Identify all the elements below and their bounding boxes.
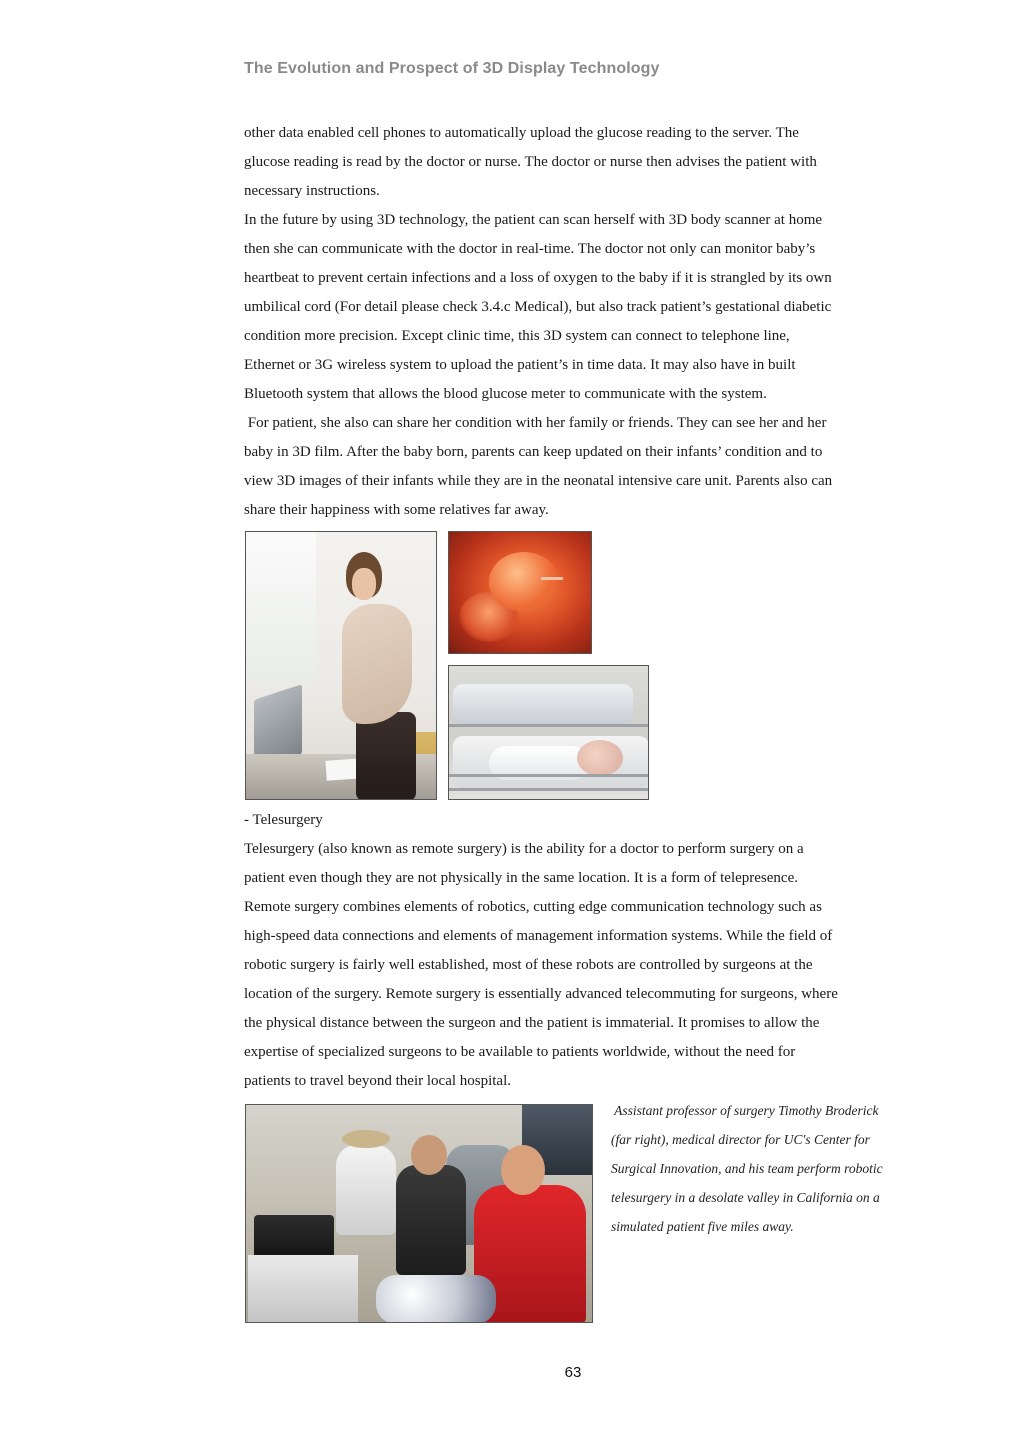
- text-line: umbilical cord (For detail please check 3.4.c Medical), but also track patient’s gestational diabetic: [244, 299, 832, 315]
- text-line: baby in 3D film. After the baby born, parents can keep updated on their infants’ condition and to: [244, 444, 823, 460]
- text-line: expertise of specialized surgeons to be available to patients worldwide, without the need for: [244, 1044, 796, 1060]
- photo-caption: [611, 1096, 911, 1241]
- text-line: In the future by using 3D technology, the patient can scan herself with 3D body scanner at home: [244, 212, 823, 228]
- caption-line: Surgical Innovation, and his team perform robotic: [611, 1161, 883, 1176]
- text-line: high-speed data connections and elements of management information systems. While the field of: [244, 928, 833, 944]
- text-line: then she can communicate with the doctor in real-time. The doctor not only can monitor baby’s: [244, 241, 816, 257]
- text-line: condition more precision. Except clinic time, this 3D system can connect to telephone line,: [244, 328, 790, 344]
- text-line: Ethernet or 3G wireless system to upload the patient’s in time data. It may also have in built: [244, 357, 796, 373]
- telesurgery-team-photo: [245, 1104, 593, 1323]
- text-line: view 3D images of their infants while they are in the neonatal intensive care unit. Parents also can: [244, 473, 833, 489]
- caption-line: telesurgery in a desolate valley in California on a: [611, 1190, 880, 1205]
- caption-line: simulated patient five miles away.: [611, 1219, 794, 1234]
- page-number: 63: [564, 1364, 582, 1381]
- text-line: necessary instructions.: [244, 183, 380, 199]
- section-heading: - Telesurgery: [244, 812, 323, 828]
- fetal-3d-ultrasound-image: [448, 531, 592, 654]
- caption-line: (far right), medical director for UC's Center for: [611, 1132, 870, 1147]
- text-line: the physical distance between the surgeon and the patient is immaterial. It promises to allow the: [244, 1015, 820, 1031]
- body-text-block-1: [244, 119, 904, 525]
- caption-line: Assistant professor of surgery Timothy Broderick: [611, 1103, 879, 1118]
- text-line: Remote surgery combines elements of robotics, cutting edge communication technology such as: [244, 899, 822, 915]
- body-text-block-2: [244, 806, 904, 1096]
- text-line: Telesurgery (also known as remote surgery) is the ability for a doctor to perform surgery on a: [244, 841, 804, 857]
- text-line: robotic surgery is fairly well established, most of these robots are controlled by surgeons at the: [244, 957, 813, 973]
- text-line: share their happiness with some relatives far away.: [244, 502, 549, 518]
- text-line: glucose reading is read by the doctor or nurse. The doctor or nurse then advises the patient with: [244, 154, 817, 170]
- text-line: heartbeat to prevent certain infections and a loss of oxygen to the baby if it is strangled by its own: [244, 270, 832, 286]
- newborn-nursery-photo: [448, 665, 649, 800]
- pregnant-woman-photo: [245, 531, 437, 800]
- text-line: Bluetooth system that allows the blood glucose meter to communicate with the system.: [244, 386, 767, 402]
- text-line: For patient, she also can share her condition with her family or friends. They can see her and her: [244, 415, 827, 431]
- running-header-title: The Evolution and Prospect of 3D Display Technology: [244, 60, 660, 77]
- text-line: patients to travel beyond their local hospital.: [244, 1073, 512, 1089]
- text-line: patient even though they are not physically in the same location. It is a form of telepresence.: [244, 870, 798, 886]
- text-line: location of the surgery. Remote surgery is essentially advanced telecommuting for surgeons, where: [244, 986, 838, 1002]
- text-line: other data enabled cell phones to automatically upload the glucose reading to the server. The: [244, 125, 799, 141]
